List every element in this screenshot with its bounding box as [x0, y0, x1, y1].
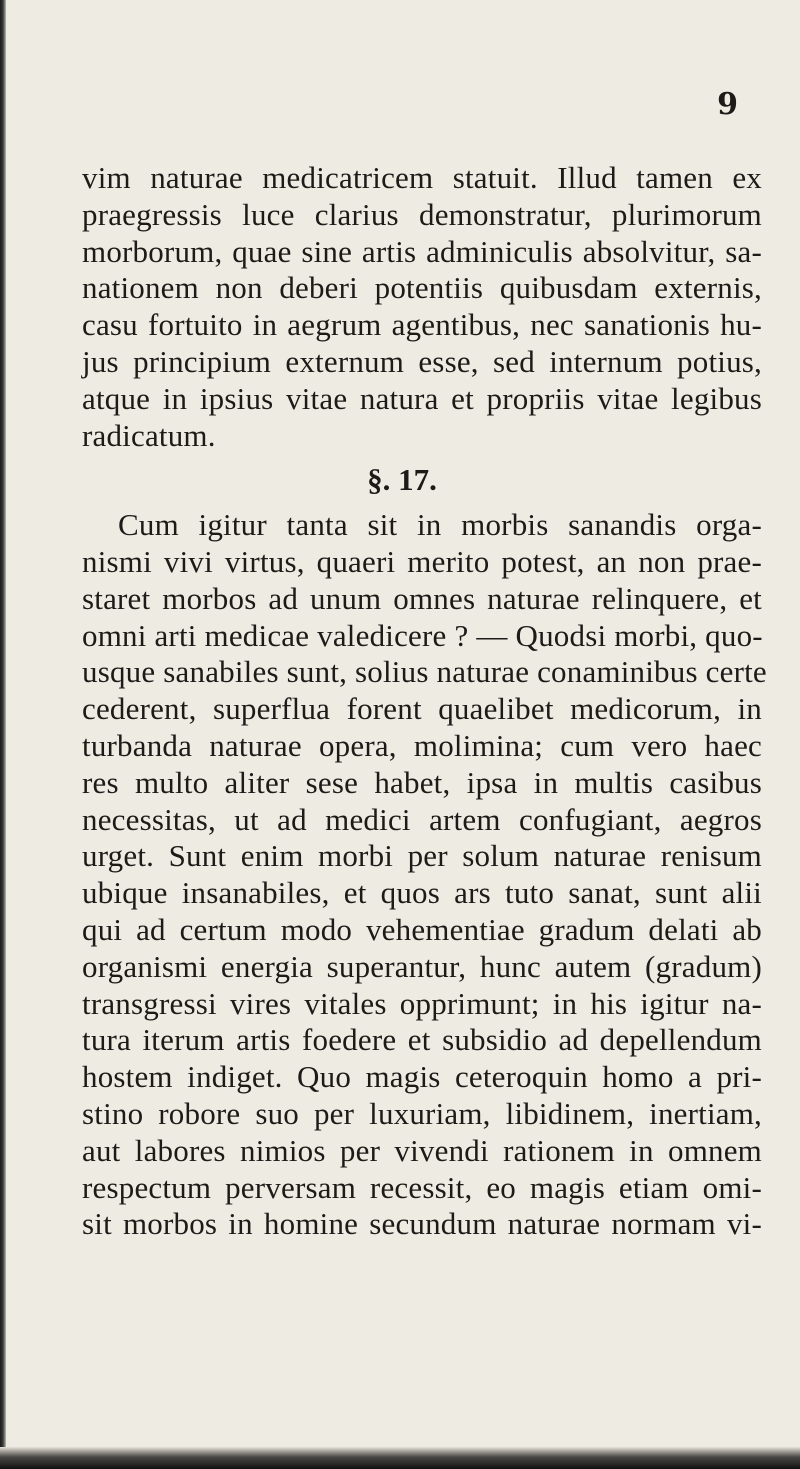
text-line: vim naturae medicatricem statuit. Illud tamen ex — [82, 160, 762, 195]
text-line: usque sanabiles sunt, solius naturae conaminibus certe — [82, 654, 767, 690]
text-line: nismi vivi virtus, quaeri merito potest, an non prae- — [82, 543, 762, 579]
text-line: transgressi vires vitales opprimunt; in his igitur na- — [82, 985, 762, 1021]
text-line: urget. Sunt enim morbi per solum naturae renisum — [82, 838, 762, 874]
text-line: organismi energia superantur, hunc autem (gradum) — [82, 948, 762, 984]
text-line: omni arti medicae valedicere ? — Quodsi morbi, quo- — [82, 617, 763, 653]
text-line: ubique insanabiles, et quos ars tuto sanat, sunt alii — [82, 875, 762, 911]
page-left-edge — [0, 0, 6, 1469]
text-line: Cum igitur tanta sit in morbis sanandis orga- — [118, 507, 762, 543]
text-line: respectum perversam recessit, eo magis etiam omi- — [82, 1169, 762, 1205]
text-line: necessitas, ut ad medici artem confugiant, aegros — [82, 801, 762, 837]
section-heading: §. 17. — [367, 462, 437, 498]
text-line: morborum, quae sine artis adminiculis absolvitur, sa- — [82, 233, 762, 269]
text-line: cederent, superflua forent quaelibet medicorum, in — [82, 691, 762, 727]
page-body — [82, 160, 767, 1243]
page-number: 9 — [717, 87, 738, 122]
text-line: tura iterum artis foedere et subsidio ad depellendum — [82, 1022, 762, 1058]
paragraph-2 — [82, 507, 767, 1243]
page-bottom-edge — [0, 1447, 800, 1469]
text-line: nationem non deberi potentiis quibusdam externis, — [82, 270, 762, 306]
text-line: praegressis luce clarius demonstratur, plurimorum — [82, 196, 762, 232]
text-line: aut labores nimios per vivendi rationem in omnem — [82, 1132, 762, 1168]
text-line: hostem indiget. Quo magis ceteroquin homo a pri- — [82, 1059, 762, 1095]
text-line: casu fortuito in aegrum agentibus, nec sanationis hu- — [82, 307, 762, 343]
text-line: turbanda naturae opera, molimina; cum vero haec — [82, 727, 762, 763]
text-line: atque in ipsius vitae natura et propriis vitae legibus — [82, 380, 762, 416]
text-line: sit morbos in homine secundum naturae normam vi- — [82, 1206, 762, 1242]
text-line: radicatum. — [82, 417, 216, 453]
text-line: qui ad certum modo vehementiae gradum delati ab — [82, 911, 762, 947]
text-line: res multo aliter sese habet, ipsa in multis casibus — [82, 764, 762, 800]
text-line: jus principium externum esse, sed internum potius, — [82, 343, 762, 379]
text-line: staret morbos ad unum omnes naturae relinquere, et — [82, 580, 762, 616]
text-line: stino robore suo per luxuriam, libidinem, inertiam, — [82, 1095, 762, 1131]
paragraph-1 — [82, 160, 762, 454]
